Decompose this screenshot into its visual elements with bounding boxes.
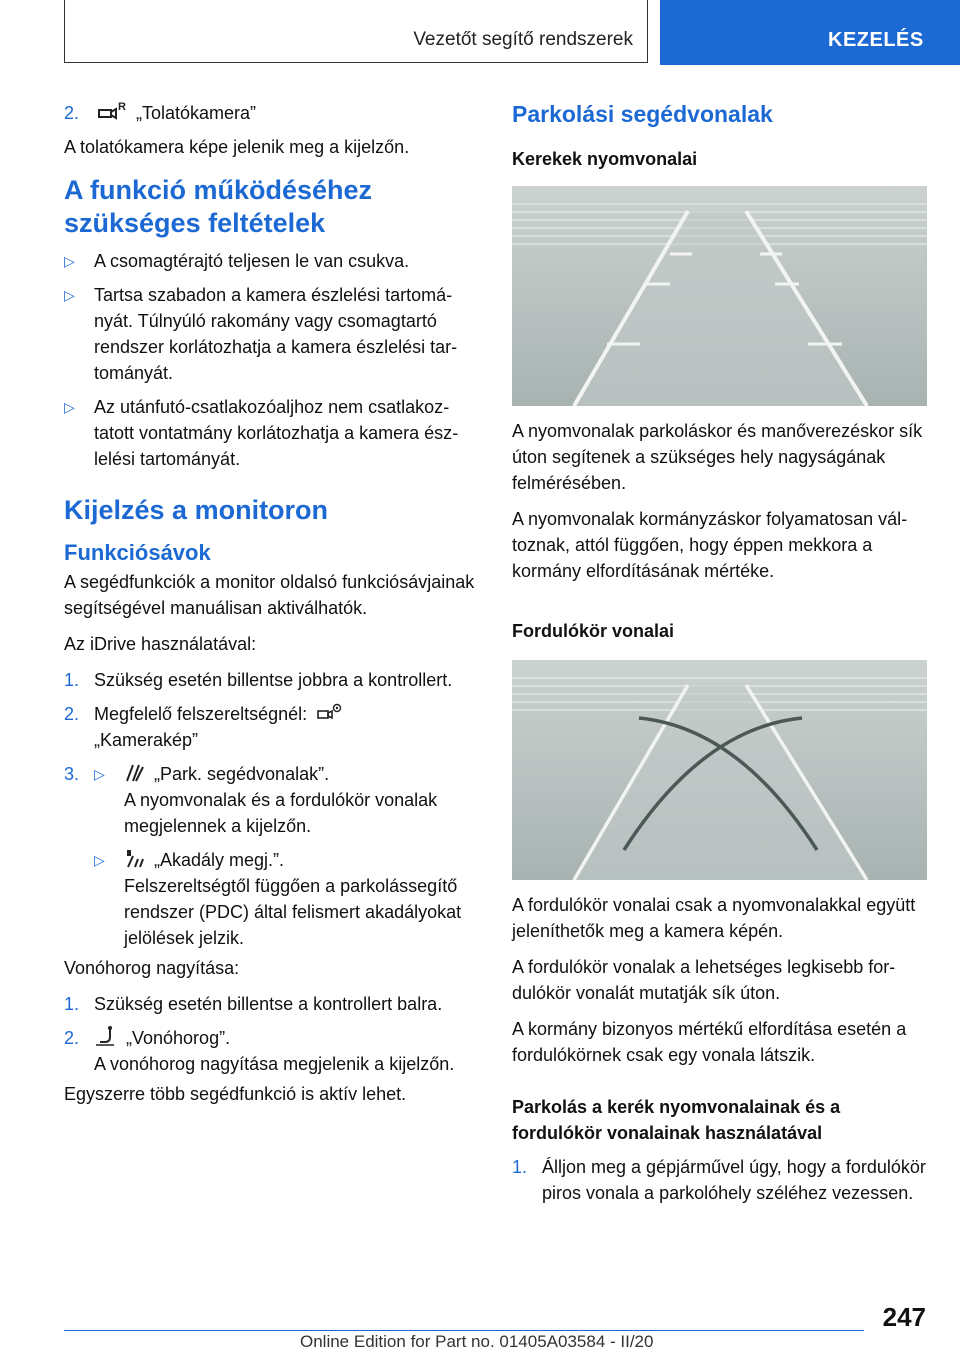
- reverse-camera-icon: [98, 100, 128, 122]
- footer-divider: [64, 1330, 864, 1331]
- bullet-item: ▷ A csomagtérajtó teljesen le van csukva.: [64, 248, 476, 274]
- wheel-track-lines-image: [512, 186, 927, 406]
- bullet-item: ▷ Tartsa szabadon a kamera észlelési tartományát. Túlnyúló rakomány vagy csomagtartó rendszer korlátozhatja a kamera észlelési tartományát.: [64, 282, 476, 386]
- triangle-bullet-icon: ▷: [94, 766, 105, 782]
- triangle-bullet-icon: ▷: [64, 253, 75, 269]
- edition-footer: Online Edition for Part no. 01405A03584 - II/20: [300, 1332, 654, 1351]
- paragraph: A nyomvonalak parkoláskor és manőverezéskor sík úton segítenek a szükséges hely nagyságának felmérésében.: [512, 421, 923, 493]
- numbered-step: 1. Álljon meg a gépjárművel úgy, hogy a fordulókör piros vonala a parkolóhely széléhez vezessen.: [512, 1157, 926, 1203]
- triangle-bullet-icon: ▷: [94, 852, 105, 868]
- numbered-step: 1. Szükség esetén billentse a kontrollert balra.: [64, 994, 443, 1014]
- camera-view-icon: [316, 701, 344, 723]
- right-column: [512, 100, 927, 1214]
- step-label: „Tolatókamera”: [136, 103, 257, 123]
- page-number: 247: [882, 1302, 926, 1332]
- heading-display: Kijelzés a monitoron: [64, 495, 329, 525]
- page-header: [64, 0, 960, 65]
- tow-hook-icon: [94, 1025, 118, 1047]
- heading-requirements: A funkció működéséhez szükséges feltételek: [64, 175, 373, 238]
- step-reverse-camera: [64, 100, 476, 126]
- paragraph: Vonóhorog nagyítása:: [64, 958, 240, 978]
- obstacle-marking-icon: [124, 847, 146, 869]
- turning-circle-lines-image: [512, 660, 927, 880]
- header-section-tab: [660, 0, 960, 65]
- paragraph: Egyszerre több segédfunkció is aktív lehet.: [64, 1084, 407, 1104]
- left-column: [64, 100, 476, 1107]
- chapter-title: Vezetőt segítő rendszerek: [413, 29, 633, 50]
- triangle-bullet-icon: ▷: [64, 287, 75, 303]
- paragraph: A segédfunkciók a monitor oldalsó funkciósávjainak segítségével manuálisan aktiválhatók.: [64, 572, 475, 618]
- heading-parking-with-lines: Parkolás a kerék nyomvonalainak és a fordulókör vonalainak használatával: [512, 1097, 841, 1143]
- paragraph: A nyomvonalak kormányzáskor folyamatosan változnak, attól függően, hogy éppen mekkora a kormány elfordításának mértéke.: [512, 509, 908, 581]
- svg-text:R: R: [118, 101, 126, 113]
- numbered-step: 2. „Vonóhorog”. A vonóhorog nagyítása megjelenik a kijelzőn.: [64, 1025, 476, 1077]
- heading-wheel-tracks: Kerekek nyomvonalai: [512, 149, 698, 169]
- numbered-step: 2. Megfelelő felszereltségnél: „Kamerakép”: [64, 701, 476, 753]
- bullet-item: ▷ Az utánfutó-csatlakozóaljhoz nem csatlakoztatott vontatmány korlátozhatja a kamera észlelési tartományát.: [64, 394, 476, 472]
- numbered-step: 1. Szükség esetén billentse jobbra a kontrollert.: [64, 670, 453, 690]
- header-title-box: [64, 0, 648, 63]
- paragraph: Az iDrive használatával:: [64, 634, 257, 654]
- paragraph: A fordulókör vonalak a lehetséges legkisebb fordulókör vonalát mutatják sík úton.: [512, 957, 896, 1003]
- numbered-step: 3. ▷ „Park. segédvonalak”. A nyomvonalak és a fordulókör vonalak megjelennek a kijelzőn. ▷ „Akadály megj.”. Felszereltségtől függően a parkolássegítő rendszer (PDC) által felismert akadályokat jelölések jelzik.: [64, 761, 476, 951]
- paragraph: A kormány bizonyos mértékű elfordítása esetén a fordulókörnek csak egy vonala látszik.: [512, 1019, 907, 1065]
- paragraph: A fordulókör vonalai csak a nyomvonalakkal együtt jeleníthetők meg a kamera képén.: [512, 895, 916, 941]
- heading-function-bars: Funkciósávok: [64, 540, 211, 565]
- heading-turning-circle: Fordulókör vonalai: [512, 621, 675, 641]
- section-label: KEZELÉS: [828, 29, 924, 51]
- parking-guide-lines-icon: [124, 761, 146, 783]
- step-number: 2.: [64, 103, 80, 123]
- heading-parking-lines: Parkolási segédvonalak: [512, 101, 773, 127]
- triangle-bullet-icon: ▷: [64, 399, 75, 415]
- paragraph: A tolatókamera képe jelenik meg a kijelzőn.: [64, 137, 410, 157]
